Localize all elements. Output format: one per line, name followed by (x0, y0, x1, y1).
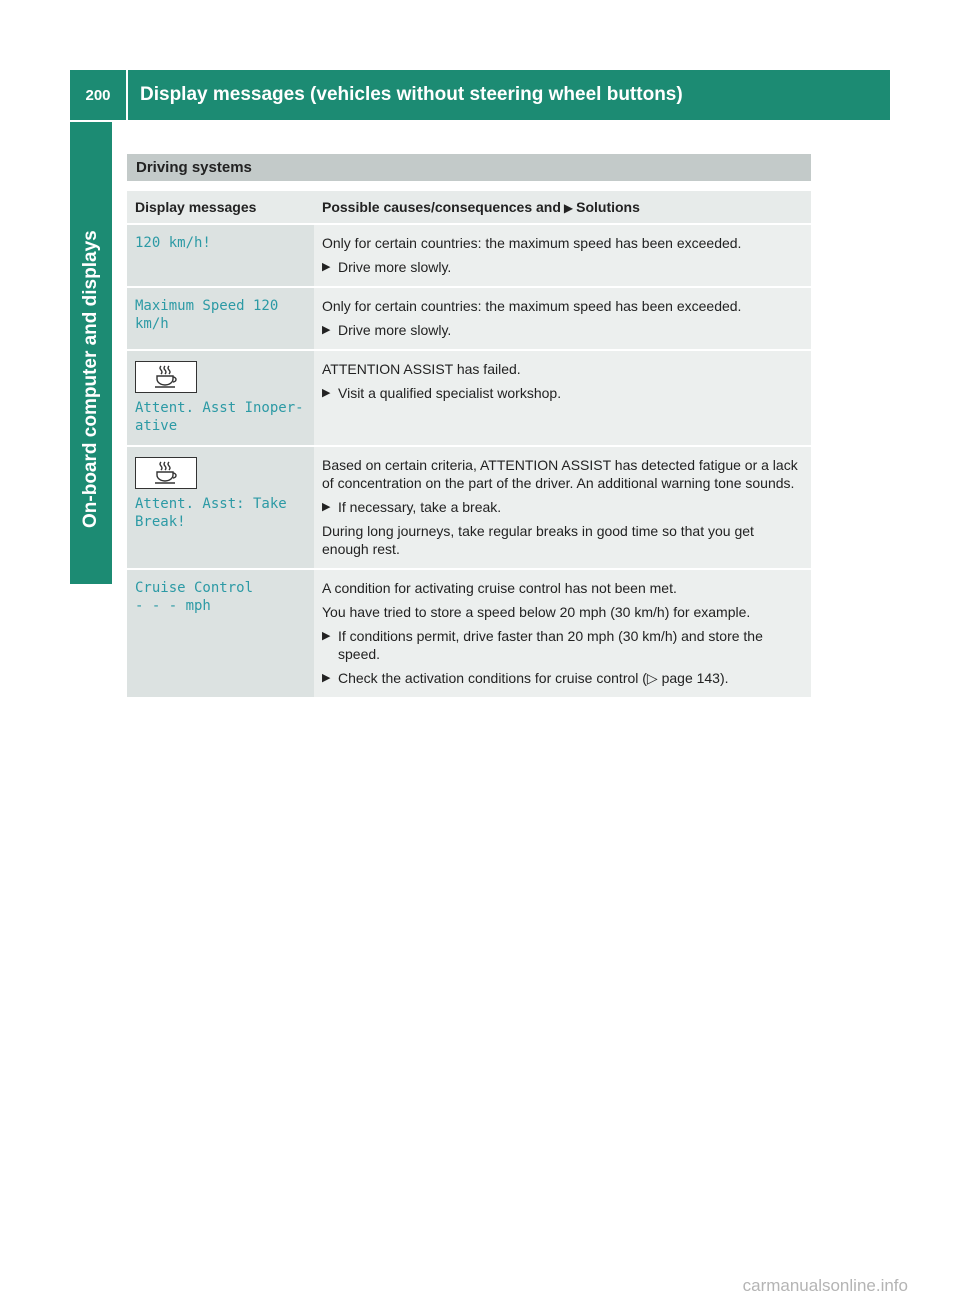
table-body (127, 225, 811, 699)
solution-step (322, 669, 803, 687)
display-message-text: 120 km/h! (135, 235, 211, 251)
cause-solution-cell (314, 447, 811, 570)
table-row (127, 225, 811, 288)
solution-step (322, 384, 803, 402)
step-text: If necessary, take a break. (338, 499, 502, 515)
step-arrow-icon: ▶ (322, 501, 331, 513)
side-chapter-label: On-board computer and displays (80, 230, 101, 528)
coffee-cup-icon (135, 361, 197, 393)
solution-step (322, 258, 803, 276)
messages-table (127, 191, 811, 699)
display-message-cell (127, 288, 314, 351)
table-row (127, 447, 811, 570)
column-header-causes (314, 191, 811, 225)
content (127, 154, 811, 699)
display-message-text: Attent. Asst: Take Break! (135, 496, 287, 530)
cause-text: Only for certain countries: the maximum speed has been exceeded. (322, 235, 742, 251)
page-number: 200 (70, 70, 126, 120)
cause-text: During long journeys, take regular breaks in good time so that you get enough rest. (322, 523, 754, 557)
step-arrow-icon: ▶ (322, 387, 331, 399)
header-title: Display messages (vehicles without steering wheel buttons) (140, 84, 683, 105)
display-message-cell (127, 570, 314, 699)
step-arrow-icon: ▶ (322, 630, 331, 642)
display-message-cell (127, 447, 314, 570)
display-message-text: Attent. Asst Inoper‐ ative (135, 400, 304, 434)
coffee-cup-icon (135, 457, 197, 489)
watermark: carmanualsonline.info (742, 1276, 908, 1295)
cause-solution-cell (314, 570, 811, 699)
step-text: If conditions permit, drive faster than 20 mph (30 km/h) and store the speed. (338, 628, 763, 662)
table-row (127, 351, 811, 447)
cause-solution-cell (314, 225, 811, 288)
solution-step (322, 498, 803, 516)
step-arrow-icon: ▶ (322, 261, 331, 273)
solution-step (322, 627, 803, 663)
cause-text: A condition for activating cruise control has not been met. (322, 580, 677, 596)
causes-label: Possible causes/consequences and (322, 199, 561, 215)
step-text: Visit a qualified specialist workshop. (338, 385, 562, 401)
solution-arrow-icon: ▶ (563, 201, 574, 215)
table-row (127, 288, 811, 351)
step-text: Drive more slowly. (338, 259, 452, 275)
cause-solution-cell (314, 351, 811, 447)
display-message-cell (127, 351, 314, 447)
step-text: Drive more slowly. (338, 322, 452, 338)
cause-text: You have tried to store a speed below 20 mph (30 km/h) for example. (322, 604, 751, 620)
cause-text: Based on certain criteria, ATTENTION ASSIST has detected fatigue or a lack of concentration on the part of the driver. An additional warning tone sounds. (322, 457, 798, 491)
solution-step (322, 321, 803, 339)
cause-text: Only for certain countries: the maximum speed has been exceeded. (322, 298, 742, 314)
display-message-text: Maximum Speed 120 km/h (135, 298, 279, 332)
table-row (127, 570, 811, 699)
section-title: Driving systems (127, 154, 811, 181)
display-message-text: Cruise Control - - - mph (135, 580, 254, 614)
cause-solution-cell (314, 288, 811, 351)
solutions-label: Solutions (576, 199, 640, 215)
table-header-row (127, 191, 811, 225)
step-arrow-icon: ▶ (322, 672, 331, 684)
display-message-cell (127, 225, 314, 288)
page-header (128, 70, 890, 120)
column-header-messages: Display messages (127, 191, 314, 225)
step-arrow-icon: ▶ (322, 324, 331, 336)
step-text: Check the activation conditions for cruise control (▷ page 143). (338, 670, 729, 686)
cause-text: ATTENTION ASSIST has failed. (322, 361, 521, 377)
